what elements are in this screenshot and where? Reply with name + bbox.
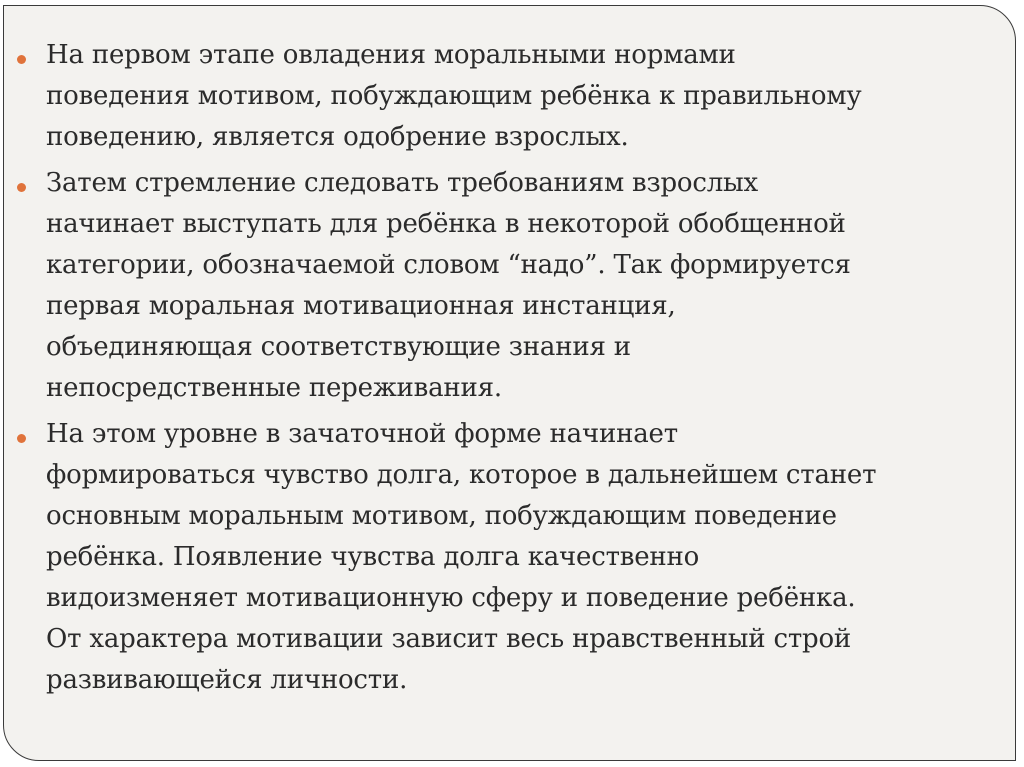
bullet-list: [17, 35, 1007, 706]
bullet-text-3: На этом уровне в зачаточной форме начинает формироваться чувство долга, которое в дальнейшем станет основным моральным мотивом, побуждающим поведение ребёнка. Появление чувства долга качественно видоизменяет мотивационную сферу и поведение ребёнка. От характера мотивации зависит весь нравственный строй развивающейся личности.: [46, 419, 877, 695]
bullet-item-1: [17, 35, 1007, 158]
bullet-item-2: [17, 163, 1007, 409]
bullet-text-1: На первом этапе овладения моральными нормами поведения мотивом, побуждающим ребёнка к правильному поведению, является одобрение взрослых.: [46, 40, 862, 152]
bullet-dot-icon: [17, 55, 26, 64]
bullet-dot-icon: [17, 434, 26, 443]
bullet-dot-icon: [17, 183, 26, 192]
slide-frame: [3, 5, 1016, 761]
bullet-item-3: [17, 414, 1007, 701]
bullet-text-2: Затем стремление следовать требованиям взрослых начинает выступать для ребёнка в некоторой обобщенной категории, обозначаемой словом “надо”. Так формируется первая моральная мотивационная инстанция, объединяющая соответствующие знания и непосредственные переживания.: [46, 168, 851, 403]
